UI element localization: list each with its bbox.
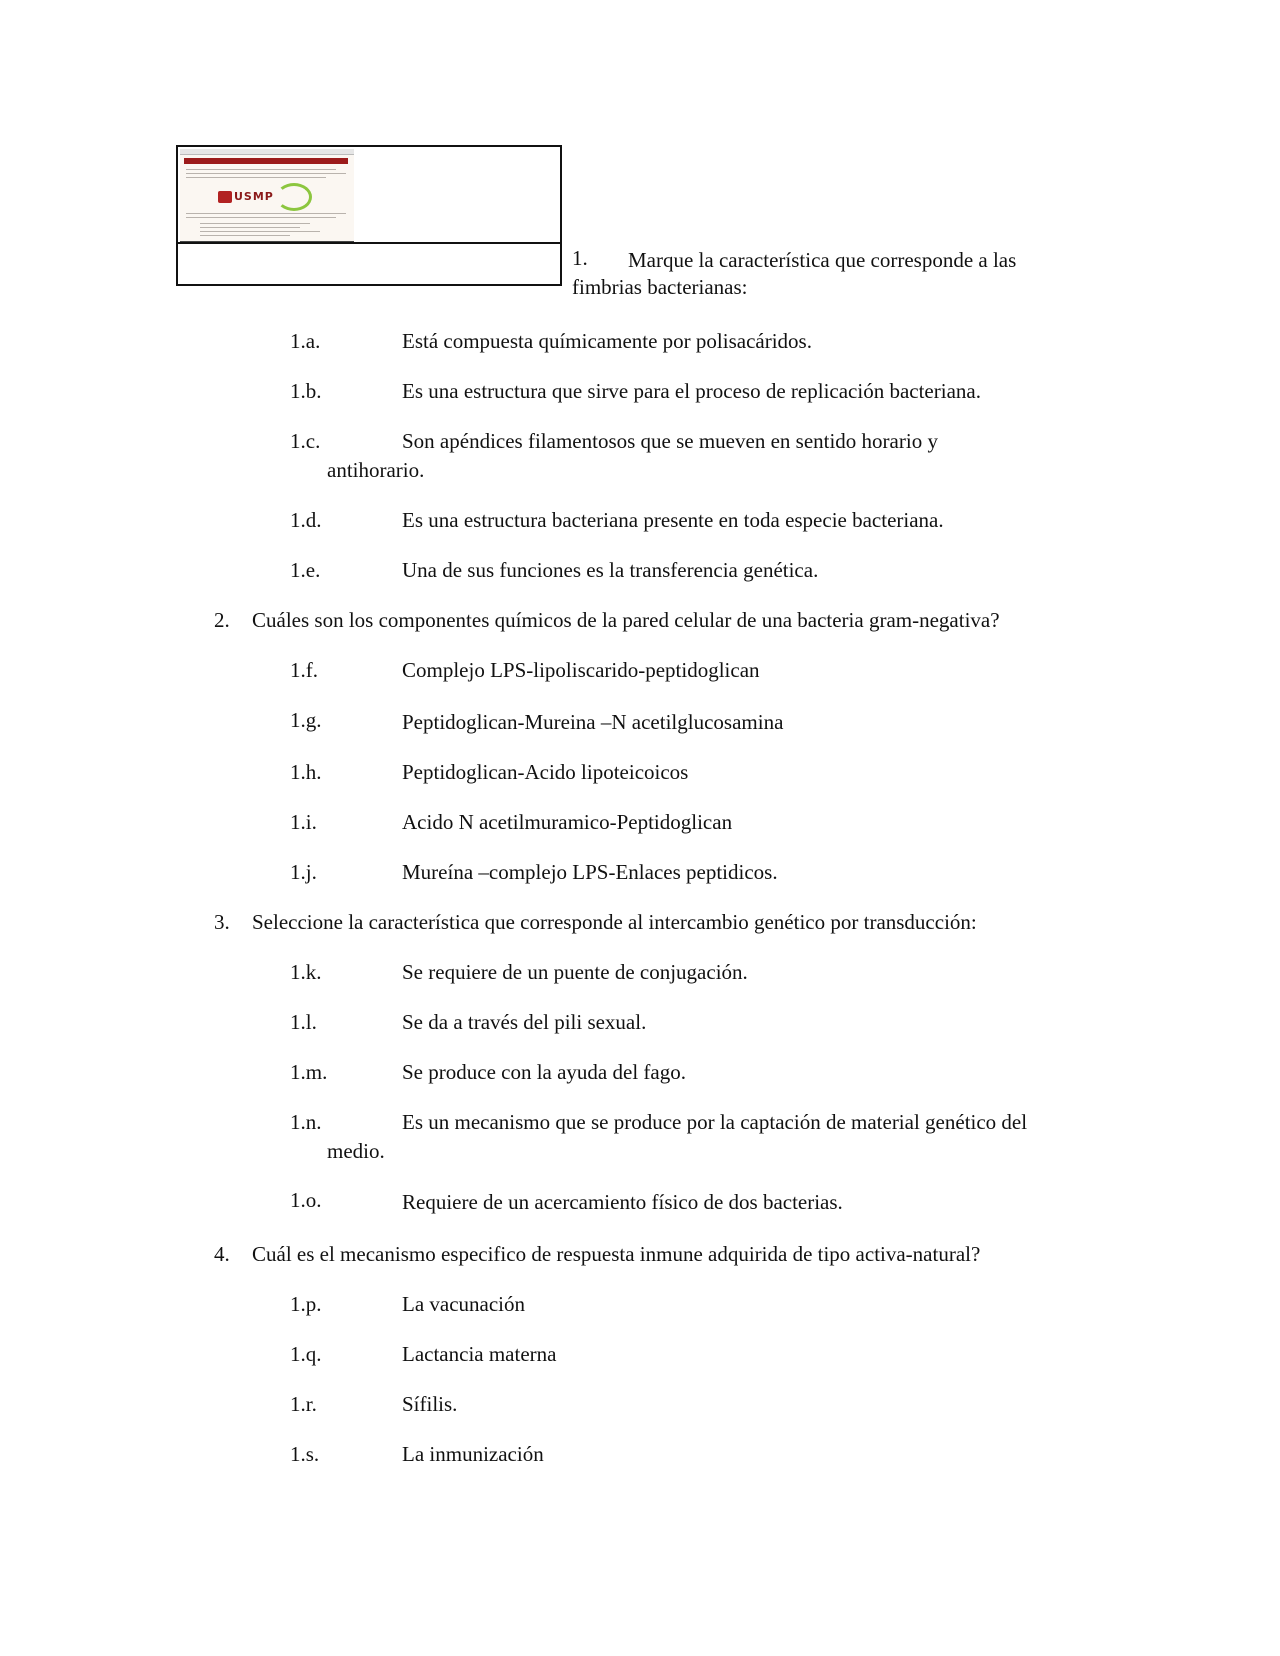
anniversary-logo-icon: [276, 183, 312, 211]
option-code: 1.m.: [290, 1060, 328, 1084]
option-text: Es un mecanismo que se produce por la captación de material genético del: [402, 1110, 1028, 1134]
usmp-logo-text: USMP: [234, 190, 274, 203]
question-1-text: Marque la característica que corresponde a las: [628, 248, 1017, 272]
option-text: Acido N acetilmuramico-Peptidoglican: [402, 810, 733, 834]
screenshot-thumbnail: [180, 149, 354, 243]
option-text: Lactancia materna: [402, 1342, 557, 1366]
option-code: 1.i.: [290, 810, 317, 834]
embedded-screenshot: [176, 145, 562, 286]
option-text: Una de sus funciones es la transferencia genética.: [402, 558, 819, 582]
option-code: 1.r.: [290, 1392, 317, 1416]
option-code: 1.o.: [290, 1188, 322, 1212]
option-text: Mureína –complejo LPS-Enlaces peptidicos.: [402, 860, 778, 884]
option-code: 1.b.: [290, 379, 322, 403]
option-text: Está compuesta químicamente por polisacáridos.: [402, 329, 812, 353]
option-text: Complejo LPS-lipoliscarido-peptidoglican: [402, 658, 760, 682]
option-text: La vacunación: [402, 1292, 526, 1316]
option-code: 1.e.: [290, 558, 321, 582]
option-code: 1.p.: [290, 1292, 322, 1316]
question-4-text: Cuál es el mecanismo especifico de respuesta inmune adquirida de tipo activa-natural?: [252, 1242, 981, 1266]
option-text: Se da a través del pili sexual.: [402, 1010, 647, 1034]
question-4-number: 4.: [214, 1242, 230, 1266]
question-2-text: Cuáles son los componentes químicos de la pared celular de una bacteria gram-negativa?: [252, 608, 1000, 632]
option-code: 1.k.: [290, 960, 322, 984]
option-code: 1.f.: [290, 658, 318, 682]
option-text: Es una estructura bacteriana presente en toda especie bacteriana.: [402, 508, 944, 532]
option-text: Peptidoglican-Mureina –N acetilglucosamina: [402, 710, 784, 734]
option-text-cont: antihorario.: [327, 458, 425, 482]
question-1-number: 1.: [572, 246, 588, 270]
option-code: 1.n.: [290, 1110, 322, 1134]
option-text: Son apéndices filamentosos que se mueven en sentido horario y: [402, 429, 938, 453]
option-code: 1.g.: [290, 708, 322, 732]
option-code: 1.h.: [290, 760, 322, 784]
option-text: Se requiere de un puente de conjugación.: [402, 960, 748, 984]
thumbnail-divider: [176, 242, 562, 244]
option-text: Requiere de un acercamiento físico de dos bacterias.: [402, 1190, 843, 1214]
question-3-text: Seleccione la característica que corresponde al intercambio genético por transducción:: [252, 910, 977, 934]
option-code: 1.a.: [290, 329, 321, 353]
option-text: La inmunización: [402, 1442, 544, 1466]
usmp-logo-icon: [218, 191, 232, 203]
option-code: 1.j.: [290, 860, 317, 884]
option-text-cont: medio.: [327, 1139, 385, 1163]
option-text: Peptidoglican-Acido lipoteicoicos: [402, 760, 689, 784]
option-text: Se produce con la ayuda del fago.: [402, 1060, 686, 1084]
question-3-number: 3.: [214, 910, 230, 934]
option-text: Sífilis.: [402, 1392, 458, 1416]
option-code: 1.q.: [290, 1342, 322, 1366]
option-code: 1.d.: [290, 508, 322, 532]
option-code: 1.s.: [290, 1442, 320, 1466]
option-text: Es una estructura que sirve para el proceso de replicación bacteriana.: [402, 379, 981, 403]
question-2-number: 2.: [214, 608, 230, 632]
question-1-text-cont: fimbrias bacterianas:: [572, 275, 748, 299]
option-code: 1.c.: [290, 429, 321, 453]
option-code: 1.l.: [290, 1010, 317, 1034]
